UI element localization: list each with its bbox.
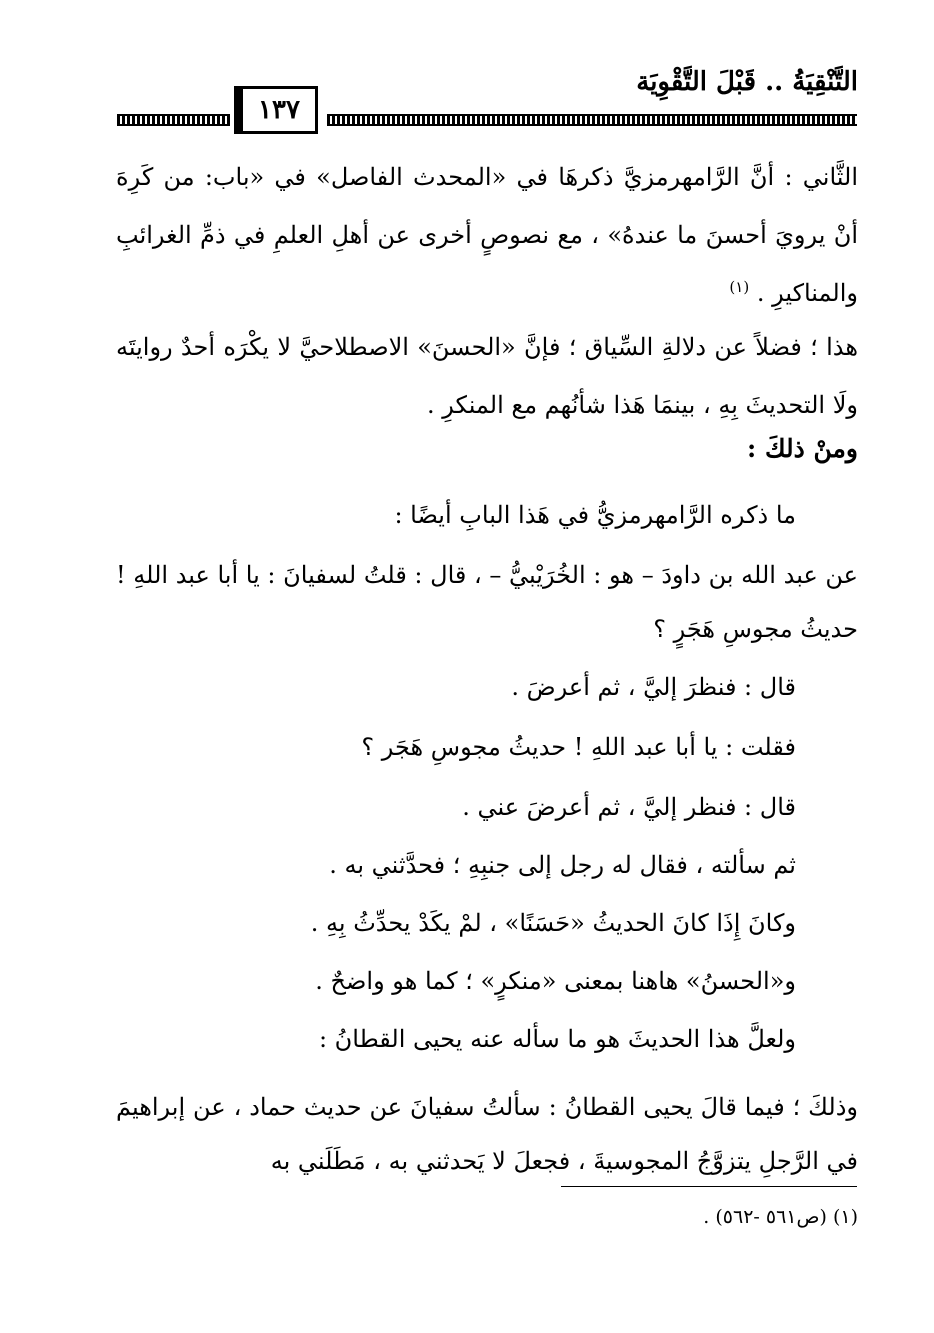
footnote-marker: (١) — [729, 278, 750, 296]
header-rule-right — [327, 114, 857, 126]
footnote: (١) (ص٥٦١ -٥٦٢) . — [703, 1206, 858, 1228]
text-line-8: ولعلَّ هذا الحديثَ هو ما سأله عنه يحيى القطانُ : — [318, 1025, 796, 1053]
header-rule-left — [117, 114, 230, 126]
paragraph-1 — [116, 148, 858, 322]
text-line-4: قال : فنظر إليَّ ، ثم أعرضَ عني . — [462, 793, 796, 821]
text-line-5: ثم سألته ، فقال له رجل إلى جنبِهِ ؛ فحدَّثني به . — [329, 851, 796, 879]
text-line-3: فقلت : يا أبا عبد اللهِ ! حديثُ مجوسِ هَجَر ؟ — [361, 733, 796, 761]
text-line-6: وكانَ إِذَا كانَ الحديثُ «حَسَنًا» ، لمْ يكَدْ يحدِّثُ بِهِ . — [310, 909, 796, 937]
text-line-2: قال : فنظرَ إليَّ ، ثم أعرضَ . — [511, 673, 796, 701]
section-heading: ومنْ ذلكَ : — [747, 434, 858, 463]
running-title: التَّنْقِيَةُ .. قَبْلَ التَّقْوِيَة — [636, 67, 858, 97]
paragraph-4: وذلكَ ؛ فيما قالَ يحيى القطانُ : سألتُ سفيانَ عن حديث حماد ، عن إبراهيمَ في الرَّجلِ يتزوَّجُ المجوسيةَ ، فجعلَ لا يَحدثني به ، مَطَلَني به — [116, 1093, 858, 1175]
page-number: ١٣٧ — [240, 86, 318, 134]
text-line-7: و«الحسنُ» هاهنا بمعنى «منكرٍ» ؛ كما هو واضحٌ . — [315, 967, 796, 995]
paragraph-2: هذا ؛ فضلاً عن دلالةِ السِّياق ؛ فإنَّ «الحسنَ» الاصطلاحيَّ لا يكْرَه أحدٌ روايتَه ولَا التحديثَ بِهِ ، بينمَا هَذا شأنُهم مع المنكرِ . — [116, 333, 859, 419]
paragraph-1-text: الثَّاني : أنَّ الرَّامهرمزيَّ ذكرهَا في «المحدث الفاصل» في «باب: من كَرِهَ أنْ يرويَ أحسنَ ما عندهُ» ، مع نصوصٍ أخرى عن أهلِ العلمِ في ذمِّ الغرائبِ والمناكيرِ . — [116, 163, 858, 307]
text-line-1: ما ذكره الرَّامهرمزيُّ في هَذا البابِ أيضًا : — [394, 501, 796, 529]
paragraph-3: عن عبد الله بن داودَ – هو : الخُرَيْبيُّ – ، قال : قلتُ لسفيانَ : يا أبا عبد اللهِ ! حديثُ مجوسِ هَجَرٍ ؟ — [116, 561, 858, 643]
footnote-separator — [561, 1186, 857, 1187]
